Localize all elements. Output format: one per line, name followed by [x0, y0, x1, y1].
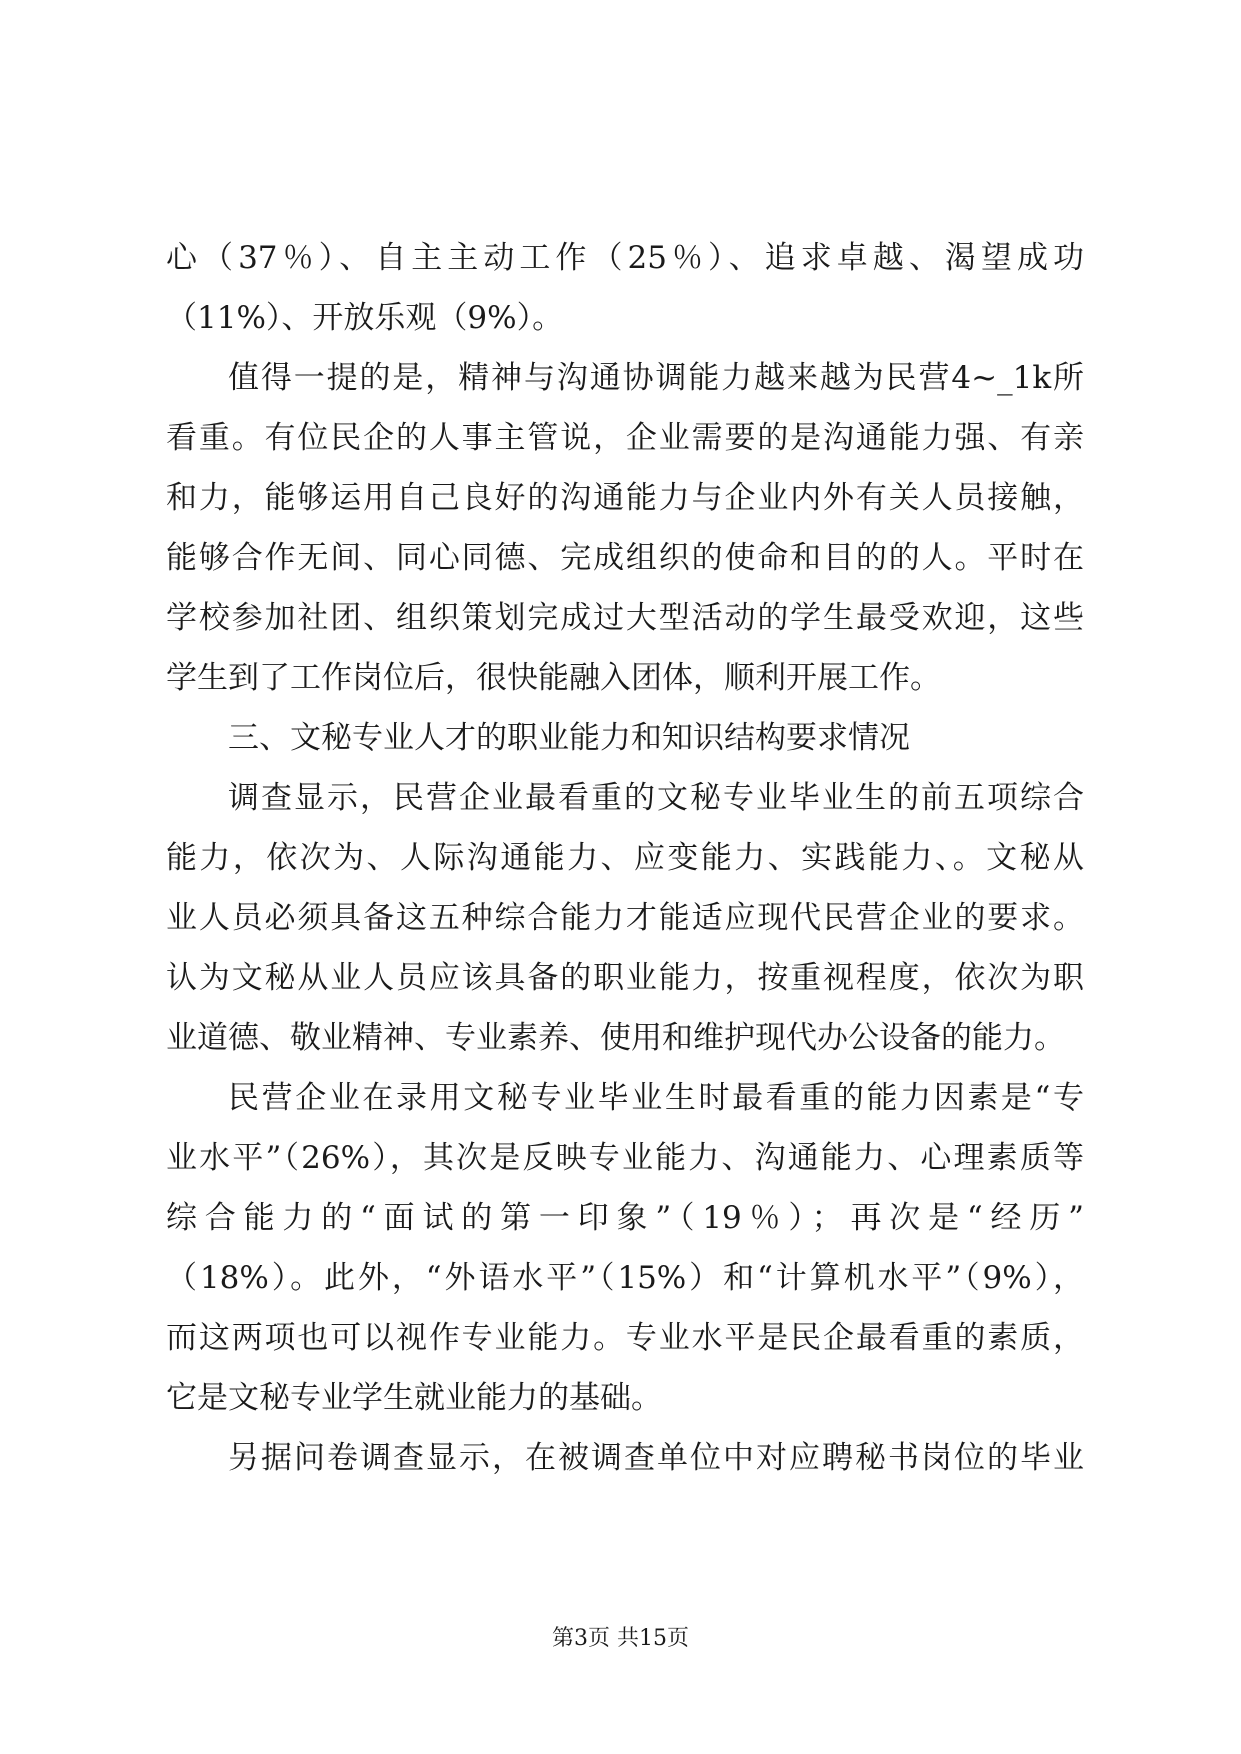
body-text: [166, 228, 1084, 1488]
text-line: 业水平”（26%），其次是反映专业能力、沟通能力、心理素质等: [166, 1140, 1084, 1176]
text-line: 而这两项也可以视作专业能力。专业水平是民企最看重的素质，: [166, 1320, 1084, 1356]
text-line: 它是文秘专业学生就业能力的基础。: [166, 1380, 662, 1416]
text-line: 民营企业在录用文秘专业毕业生时最看重的能力因素是“专: [228, 1080, 1084, 1116]
text-line: 值得一提的是，精神与沟通协调能力越来越为民营4~_1k所: [228, 360, 1084, 396]
text-line: 业人员必须具备这五种综合能力才能适应现代民营企业的要求。: [166, 900, 1084, 936]
text-line: 能够合作无间、同心同德、完成组织的使命和目的的人。平时在: [166, 540, 1084, 576]
text-line: 心（37％）、自主主动工作（25％）、追求卓越、渴望成功: [166, 240, 1084, 276]
text-line: 看重。有位民企的人事主管说，企业需要的是沟通能力强、有亲: [166, 420, 1084, 456]
text-line: 认为文秘从业人员应该具备的职业能力，按重视程度，依次为职: [166, 960, 1084, 996]
text-line: 调查显示，民营企业最看重的文秘专业毕业生的前五项综合: [228, 780, 1084, 816]
section-heading: 三、文秘专业人才的职业能力和知识结构要求情况: [228, 720, 910, 756]
text-line: 另据问卷调查显示，在被调查单位中对应聘秘书岗位的毕业: [228, 1440, 1084, 1476]
text-line: 综合能力的“面试的第一印象”（19％）；再次是“经历”: [166, 1200, 1084, 1236]
page-number-label: 第3页 共15页: [552, 1626, 689, 1651]
text-line: 业道德、敬业精神、专业素养、使用和维护现代办公设备的能力。: [166, 1020, 1065, 1056]
page-footer: [0, 1624, 1241, 1654]
text-line: 和力，能够运用自己良好的沟通能力与企业内外有关人员接触，: [166, 480, 1084, 516]
text-line: 学生到了工作岗位后，很快能融入团体，顺利开展工作。: [166, 660, 941, 696]
text-line: 学校参加社团、组织策划完成过大型活动的学生最受欢迎，这些: [166, 600, 1084, 636]
text-line: （11%）、开放乐观（9%）。: [166, 300, 564, 336]
text-line: 能力，依次为、人际沟通能力、应变能力、实践能力、。文秘从: [166, 840, 1084, 876]
text-line: （18%）。此外，“外语水平”（15%）和“计算机水平”（9%），: [166, 1260, 1084, 1296]
